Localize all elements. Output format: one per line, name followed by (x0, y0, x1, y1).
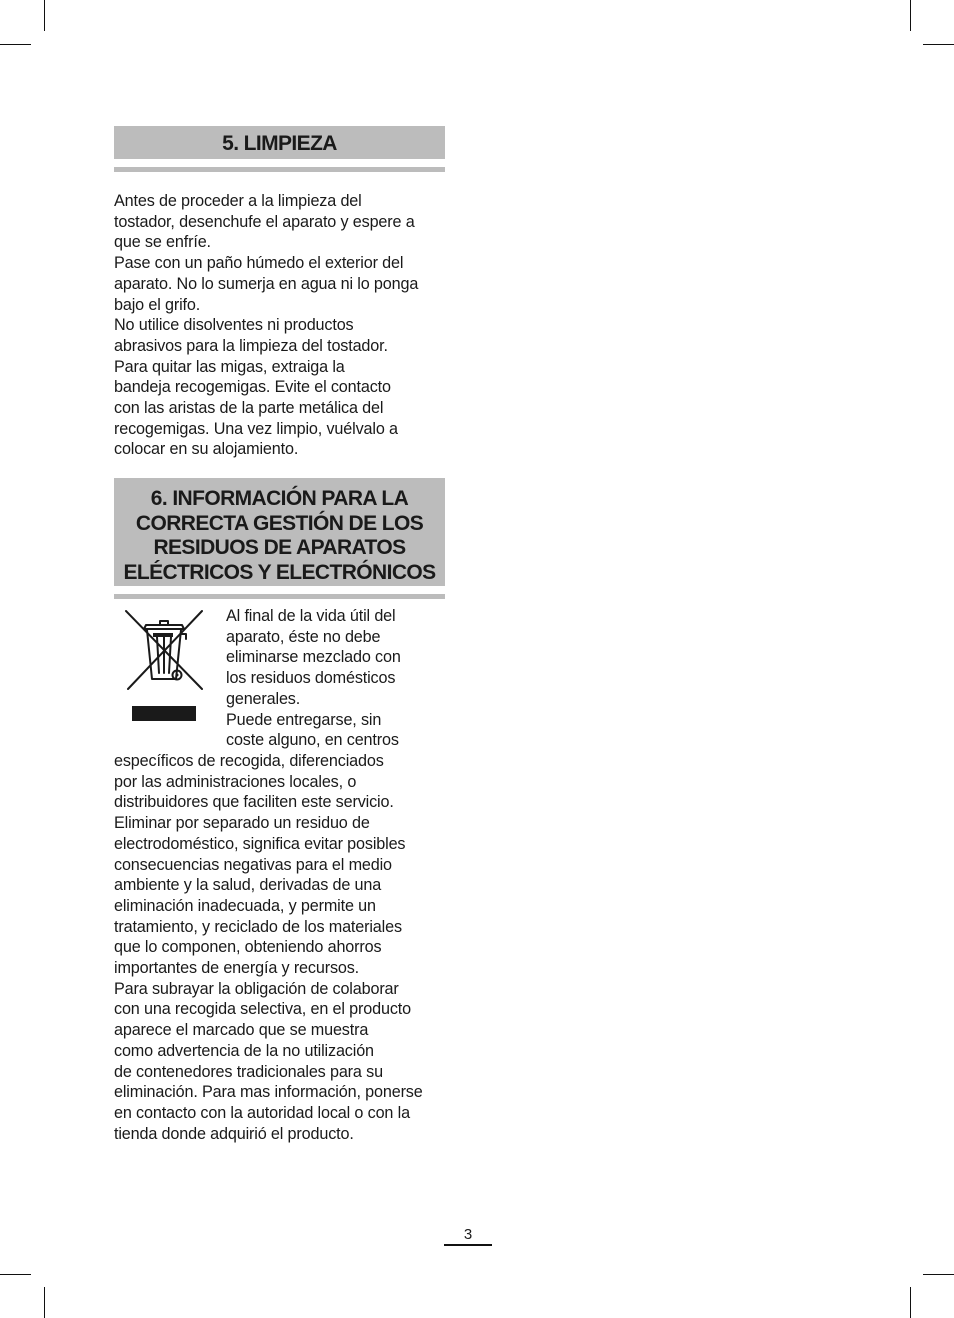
crop-mark (910, 0, 911, 31)
section-5-heading-text: 5. LIMPIEZA (222, 132, 337, 155)
text-line: como advertencia de la no utilización (114, 1041, 374, 1060)
section-6-heading-line: ELÉCTRICOS Y ELECTRÓNICOS (123, 560, 436, 584)
text-line: de contenedores tradicionales para su (114, 1062, 383, 1081)
text-line: Para quitar las migas, extraiga la (114, 357, 345, 376)
crop-mark (0, 1274, 31, 1275)
text-line: distribuidores que faciliten este servicio. (114, 793, 394, 812)
text-line: específicos de recogida, diferenciados (114, 752, 384, 770)
section-6-side-text (226, 606, 456, 751)
text-line: aparato. No lo sumerja en agua ni lo ponga (114, 274, 419, 293)
text-line: bandeja recogemigas. Evite el contacto (114, 378, 391, 397)
crop-mark (0, 44, 31, 45)
text-line: que lo componen, obteniendo ahorros (114, 938, 382, 957)
text-line: recogemigas. Una vez limpio, vuélvalo a (114, 419, 398, 438)
section-6-heading-rule (114, 594, 445, 599)
section-6-heading-line: CORRECTA GESTIÓN DE LOS (135, 511, 424, 535)
text-line: los residuos domésticos (226, 669, 396, 688)
section-5-body (114, 191, 454, 460)
text-line: coste alguno, en centros (226, 731, 399, 750)
text-line: Antes de proceder a la limpieza del (114, 192, 362, 210)
text-line: tratamiento, y reciclado de los materiales (114, 917, 402, 936)
text-line: que se enfríe. (114, 233, 211, 252)
text-line: No utilice disolventes ni productos (114, 316, 354, 335)
page-number-rule (444, 1244, 492, 1246)
text-line: electrodoméstico, significa evitar posibles (114, 834, 406, 853)
text-line: Puede entregarse, sin (226, 710, 382, 729)
text-line: Eliminar por separado un residuo de (114, 814, 370, 833)
crop-mark (44, 1287, 45, 1318)
section-6-heading-line: RESIDUOS DE APARATOS (153, 536, 406, 559)
text-line: en contacto con la autoridad local o con la (114, 1103, 410, 1122)
crop-mark (923, 1274, 954, 1275)
crop-mark (44, 0, 45, 31)
text-line: bajo el grifo. (114, 295, 201, 314)
page-number: 3 (463, 1226, 473, 1243)
text-line: consecuencias negativas para el medio (114, 855, 392, 874)
section-5-heading-rule (114, 167, 445, 172)
text-line: Para subrayar la obligación de colaborar (114, 979, 399, 998)
text-line: Al final de la vida útil del (226, 607, 396, 625)
text-line: con las aristas de la parte metálica del (114, 399, 384, 418)
section-6-heading (114, 478, 445, 586)
text-line: generales. (226, 689, 301, 708)
section-6-heading-line: 6. INFORMACIÓN PARA LA (150, 487, 409, 510)
text-line: Pase con un paño húmedo el exterior del (114, 254, 404, 273)
text-line: con una recogida selectiva, en el producto (114, 1000, 411, 1019)
crop-mark (910, 1287, 911, 1318)
text-line: por las administraciones locales, o (114, 772, 357, 791)
text-line: eliminarse mezclado con (226, 648, 401, 667)
text-line: aparato, éste no debe (226, 627, 381, 646)
section-6-body (114, 751, 454, 1144)
text-line: eliminación inadecuada, y permite un (114, 896, 376, 915)
text-line: tienda donde adquirió el producto. (114, 1124, 354, 1143)
text-line: colocar en su alojamiento. (114, 440, 299, 459)
crossed-out-wheelie-bin-icon (124, 609, 204, 724)
text-line: ambiente y la salud, derivadas de una (114, 876, 382, 895)
text-line: eliminación. Para mas información, ponerse (114, 1083, 423, 1102)
crop-mark (923, 44, 954, 45)
section-5-heading (114, 126, 445, 159)
text-line: aparece el marcado que se muestra (114, 1021, 369, 1040)
text-line: tostador, desenchufe el aparato y espere a (114, 212, 415, 231)
text-line: abrasivos para la limpieza del tostador. (114, 336, 388, 355)
text-line: importantes de energía y recursos. (114, 959, 360, 978)
